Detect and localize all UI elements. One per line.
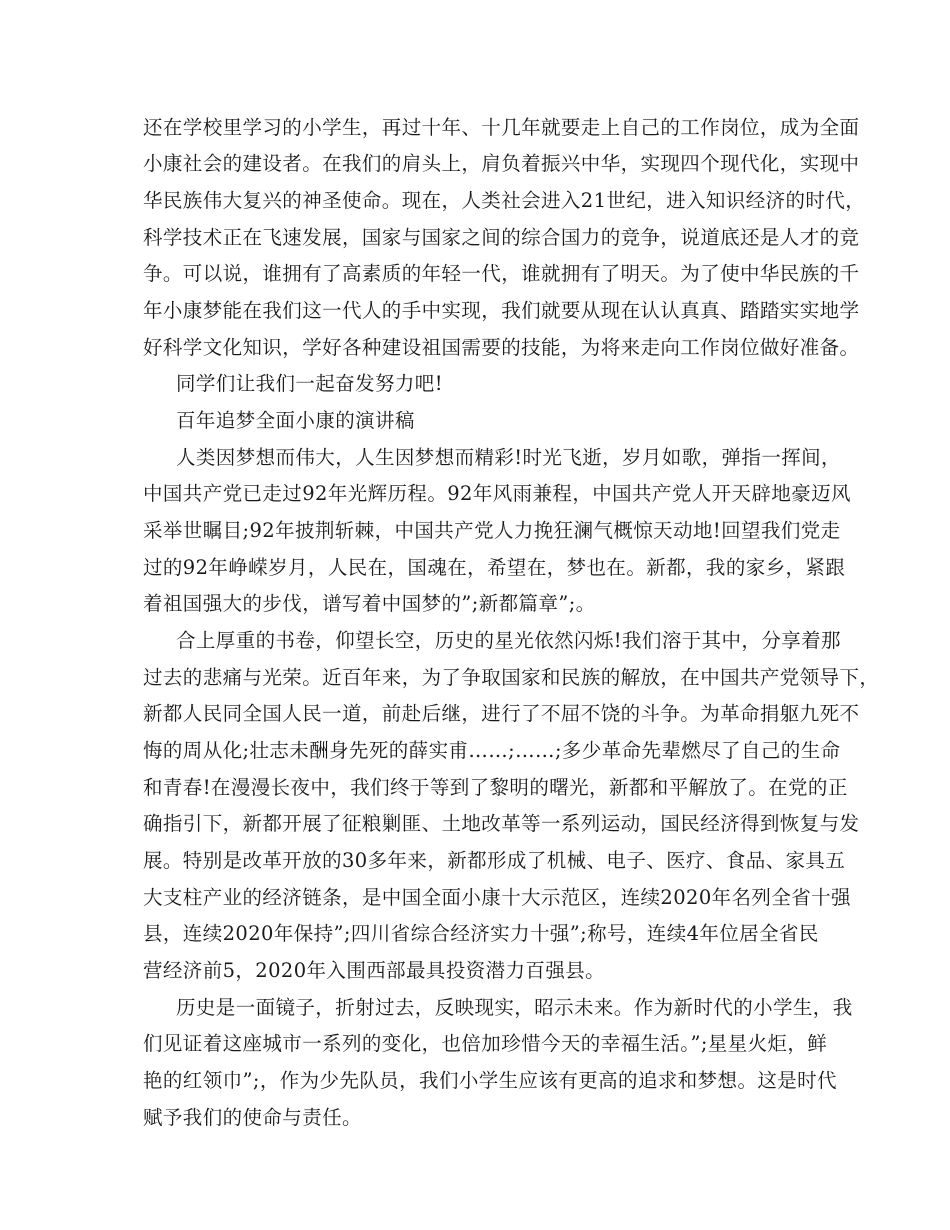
text-line: 好科学文化知识，学好各种建设祖国需要的技能，为将来走向工作岗位做好准备。 [143, 336, 860, 359]
text-line: 们见证着这座城市一系列的变化，也倍加珍惜今天的幸福生活。”;星星火炬，鲜 [143, 1032, 828, 1055]
text-line: 中国共产党已走过92年光辉历程。92年风雨兼程，中国共产党人开天辟地豪迈风 [143, 482, 851, 505]
text-line: 县，连续2020年保持”;四川省综合经济实力十强”;称号，连续4年位居全省民 [143, 922, 819, 945]
text-line: 着祖国强大的步伐，谱写着中国梦的”;新都篇章”;。 [143, 592, 596, 615]
text-line: 展。特别是改革开放的30多年来，新都形成了机械、电子、医疗、食品、家具五 [143, 849, 846, 872]
text-line: 大支柱产业的经济链条，是中国全面小康十大示范区，连续2020年名列全省十强 [143, 886, 851, 909]
text-line: 争。可以说，谁拥有了高素质的年轻一代，谁就拥有了明天。为了使中华民族的千 [143, 262, 860, 285]
text-line: 历史是一面镜子，折射过去，反映现实，昭示未来。作为新时代的小学生，我 [176, 996, 853, 1019]
text-line: 合上厚重的书卷，仰望长空，历史的星光依然闪烁!我们溶于其中，分享着那 [176, 629, 841, 652]
text-line: 同学们让我们一起奋发努力吧! [176, 372, 443, 395]
section-title: 百年追梦全面小康的演讲稿 [176, 409, 415, 432]
text-line: 采举世瞩目;92年披荆斩棘，中国共产党人力挽狂澜气概惊天动地!回望我们党走 [143, 519, 841, 542]
text-line: 年小康梦能在我们这一代人的手中实现，我们就要从现在认认真真、踏踏实实地学 [143, 299, 860, 322]
text-line: 营经济前5，2020年入围西部最具投资潜力百强县。 [143, 959, 606, 982]
text-line: 华民族伟大复兴的神圣使命。现在，人类社会进入21世纪，进入知识经济的时代， [143, 189, 866, 212]
text-line: 确指引下，新都开展了征粮剿匪、土地改革等一系列运动，国民经济得到恢复与发 [143, 812, 860, 835]
text-line: 还在学校里学习的小学生，再过十年、十几年就要走上自己的工作岗位，成为全面 [143, 116, 860, 139]
text-line: 过的92年峥嵘岁月，人民在，国魂在，希望在，梦也在。新都，我的家乡，紧跟 [143, 556, 846, 579]
text-line: 小康社会的建设者。在我们的肩头上，肩负着振兴中华，实现四个现代化，实现中 [143, 152, 860, 175]
text-line: 悔的周从化;壮志未酬身先死的薛实甫……;……;多少革命先辈燃尽了自己的生命 [143, 739, 841, 762]
text-line: 新都人民同全国人民一道，前赴后继，进行了不屈不饶的斗争。为革命捐躯九死不 [143, 702, 860, 725]
text-line: 人类因梦想而伟大，人生因梦想而精彩!时光飞逝，岁月如歌，弹指一挥间， [176, 446, 841, 469]
text-line: 和青春!在漫漫长夜中，我们终于等到了黎明的曙光，新都和平解放了。在党的正 [143, 776, 848, 799]
text-line: 过去的悲痛与光荣。近百年来，为了争取国家和民族的解放，在中国共产党领导下， [143, 666, 880, 689]
text-line: 艳的红领巾”;，作为少先队员，我们小学生应该有更高的追求和梦想。这是时代 [143, 1069, 837, 1092]
text-line: 赋予我们的使命与责任。 [143, 1106, 362, 1129]
text-line: 科学技术正在飞速发展，国家与国家之间的综合国力的竞争，说道底还是人才的竞 [143, 226, 860, 249]
